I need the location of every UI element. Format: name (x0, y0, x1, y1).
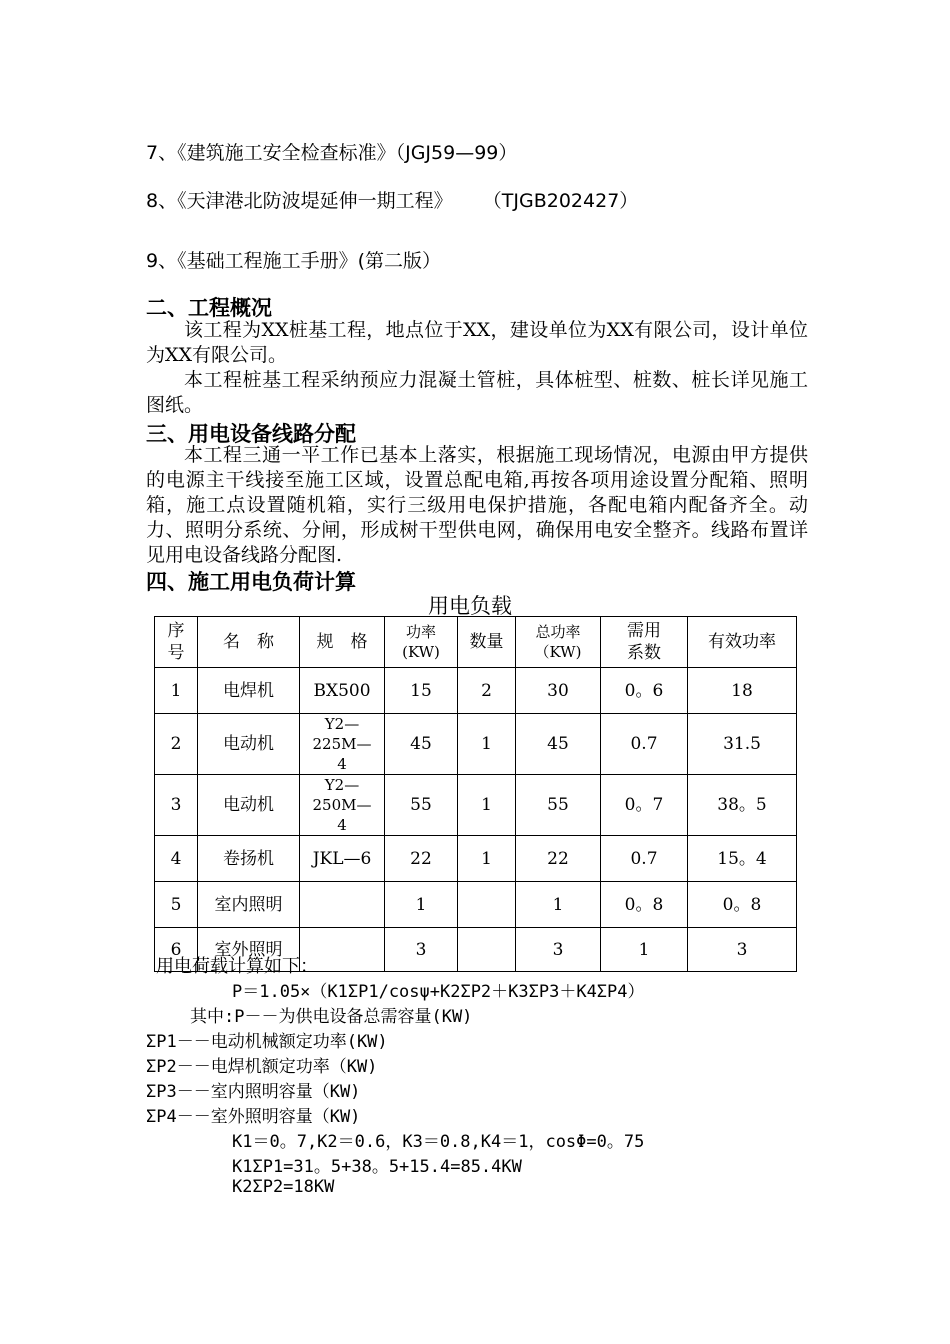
cell-index: 3 (155, 775, 198, 836)
table-row (155, 714, 797, 775)
cell-effective-power: 18 (688, 668, 797, 714)
table-row (155, 882, 797, 928)
calc-coefficients: K1＝0。7,K2＝0.6，K3＝0.8,K4＝1，cosΦ=0。75 (232, 1132, 645, 1152)
overview-paragraph-2: 本工程桩基工程采纳预应力混凝土管桩，具体桩型、桩数、桩长详见施工图纸。 (146, 369, 808, 416)
cell-total-power: 22 (516, 836, 601, 882)
col-header-effective-power: 有效功率 (688, 617, 797, 668)
lines-body (146, 443, 808, 568)
cell-total-power: 3 (516, 928, 601, 972)
cell-total-power: 30 (516, 668, 601, 714)
cell-power: 15 (385, 668, 458, 714)
cell-total-power: 45 (516, 714, 601, 775)
cell-name: 电动机 (198, 714, 300, 775)
cell-power: 3 (385, 928, 458, 972)
cell-power: 22 (385, 836, 458, 882)
cell-name: 室外照明 (198, 928, 300, 972)
cell-effective-power: 38。5 (688, 775, 797, 836)
calc-def-p4: ΣP4－－室外照明容量（KW) (146, 1107, 361, 1127)
cell-qty (458, 882, 516, 928)
cell-name: 卷扬机 (198, 836, 300, 882)
calc-k2p2: K2ΣP2=18KW (232, 1177, 335, 1197)
cell-spec: Y2—225M—4 (300, 714, 385, 775)
cell-demand-factor: 0。8 (601, 882, 688, 928)
table-row (155, 775, 797, 836)
cell-index: 5 (155, 882, 198, 928)
cell-qty: 1 (458, 714, 516, 775)
cell-qty: 1 (458, 775, 516, 836)
cell-demand-factor: 0.7 (601, 836, 688, 882)
cell-spec: JKL—6 (300, 836, 385, 882)
calc-k1p1: K1ΣP1=31。5+38。5+15.4=85.4KW (232, 1157, 522, 1177)
cell-demand-factor: 0.7 (601, 714, 688, 775)
calc-intro: 用电荷载计算如下： (156, 956, 318, 977)
cell-effective-power: 15。4 (688, 836, 797, 882)
section-heading-lines: 三、用电设备线路分配 (146, 422, 356, 446)
col-header-total-power: 总功率（KW) (516, 617, 601, 668)
cell-demand-factor: 0。7 (601, 775, 688, 836)
load-table (154, 616, 797, 972)
overview-body (146, 318, 808, 418)
cell-name: 电动机 (198, 775, 300, 836)
cell-effective-power: 31.5 (688, 714, 797, 775)
cell-name: 室内照明 (198, 882, 300, 928)
reference-item-7: 7、《建筑施工安全检查标准》（JGJ59—99） (146, 142, 518, 164)
col-header-power: 功率(KW) (385, 617, 458, 668)
cell-total-power: 55 (516, 775, 601, 836)
cell-qty: 2 (458, 668, 516, 714)
cell-index: 4 (155, 836, 198, 882)
cell-spec: Y2—250M—4 (300, 775, 385, 836)
cell-qty: 1 (458, 836, 516, 882)
col-header-qty: 数量 (458, 617, 516, 668)
cell-qty (458, 928, 516, 972)
cell-index: 2 (155, 714, 198, 775)
cell-spec (300, 882, 385, 928)
section-heading-load-calc: 四、施工用电负荷计算 (146, 570, 356, 594)
calc-where: 其中:P－－为供电设备总需容量(KW) (190, 1007, 473, 1027)
calc-def-p1: ΣP1－－电动机械额定功率(KW) (146, 1032, 388, 1052)
table-header-row (155, 617, 797, 668)
cell-power: 55 (385, 775, 458, 836)
calc-def-p3: ΣP3－－室内照明容量（KW) (146, 1082, 361, 1102)
cell-effective-power: 0。8 (688, 882, 797, 928)
section-heading-overview: 二、工程概况 (146, 296, 272, 320)
table-caption: 用电负载 (428, 594, 512, 618)
cell-total-power: 1 (516, 882, 601, 928)
cell-power: 1 (385, 882, 458, 928)
reference-item-9: 9、《基础工程施工手册》(第二版） (146, 250, 442, 272)
table-row (155, 836, 797, 882)
cell-spec: BX500 (300, 668, 385, 714)
table-row (155, 668, 797, 714)
calc-def-p2: ΣP2－－电焊机额定功率（KW) (146, 1057, 378, 1077)
cell-name: 电焊机 (198, 668, 300, 714)
lines-paragraph-1: 本工程三通一平工作已基本上落实，根据施工现场情况，电源由甲方提供的电源主干线接至施工区域，设置总配电箱,再按各项用途设置分配箱、照明箱，施工点设置随机箱，实行三级用电保护措施，各配电箱内配备齐全。动力、照明分系统、分闸，形成树干型供电网，确保用电安全整齐。线路布置详见用电设备线路分配图. (146, 444, 808, 566)
overview-paragraph-1: 该工程为XX桩基工程，地点位于XX，建设单位为XX有限公司，设计单位为XX有限公司。 (146, 319, 808, 366)
cell-demand-factor: 0。6 (601, 668, 688, 714)
col-header-demand-factor: 需用系数 (601, 617, 688, 668)
cell-index: 6 (155, 928, 198, 972)
col-header-name: 名 称 (198, 617, 300, 668)
cell-index: 1 (155, 668, 198, 714)
cell-demand-factor: 1 (601, 928, 688, 972)
cell-power: 45 (385, 714, 458, 775)
cell-effective-power: 3 (688, 928, 797, 972)
reference-item-8: 8、《天津港北防波堤延伸一期工程》 （TJGB202427） (146, 190, 639, 212)
calc-formula: P＝1.05×（K1ΣP1/cosψ+K2ΣP2＋K3ΣP3＋K4ΣP4） (232, 982, 645, 1002)
col-header-index: 序号 (155, 617, 198, 668)
col-header-spec: 规 格 (300, 617, 385, 668)
